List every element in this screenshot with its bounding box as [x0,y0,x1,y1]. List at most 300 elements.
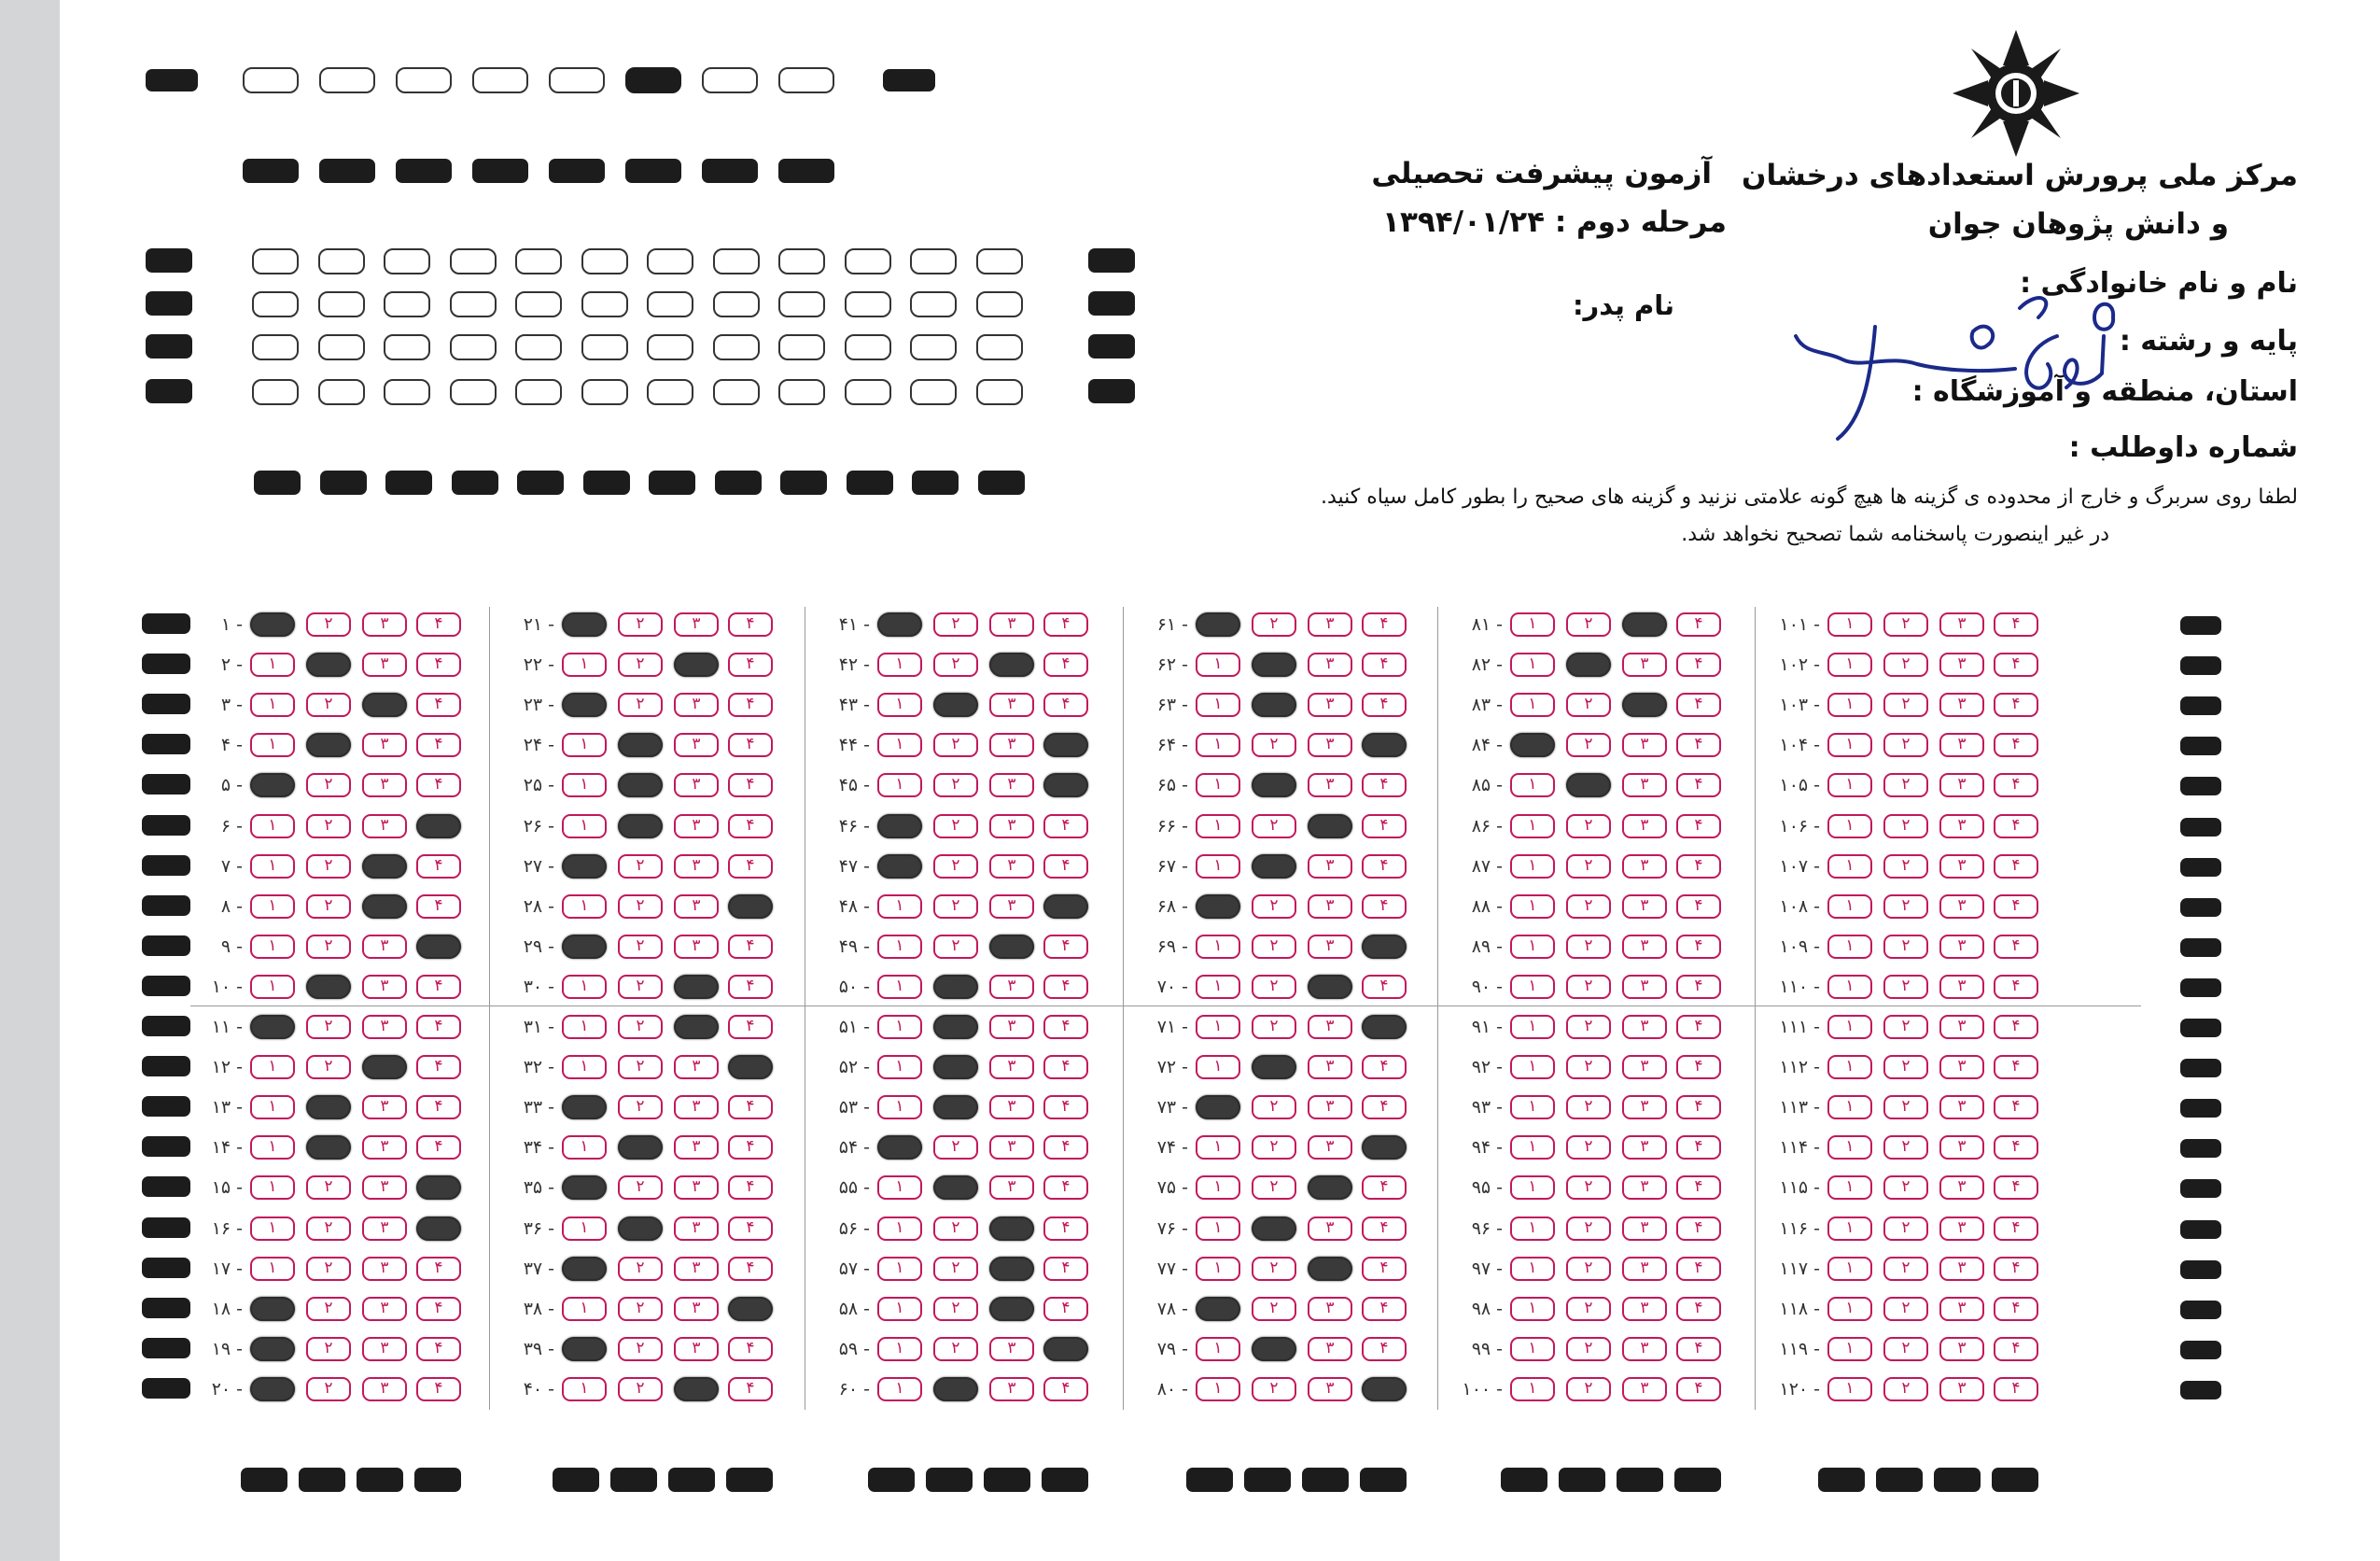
option-bubble-3[interactable]: ۳ [362,733,407,757]
option-bubble-1[interactable]: ۱ [562,1297,607,1321]
option-bubble-2[interactable]: ۲ [933,1015,978,1039]
id-box[interactable] [318,291,365,317]
option-bubble-3[interactable]: ۳ [1939,935,1984,959]
option-bubble-4[interactable]: ۴ [728,854,773,879]
option-bubble-1[interactable]: ۱ [1827,1175,1872,1200]
option-bubble-4[interactable]: ۴ [728,1337,773,1361]
option-bubble-4[interactable]: ۴ [1043,1377,1088,1401]
option-bubble-4[interactable]: ۴ [416,814,461,838]
option-bubble-1[interactable]: ۱ [1196,1055,1240,1079]
option-bubble-4[interactable]: ۴ [1994,1015,2038,1039]
option-bubble-1[interactable]: ۱ [1827,1216,1872,1241]
option-bubble-1[interactable]: ۱ [1510,1175,1555,1200]
option-bubble-1[interactable]: ۱ [250,653,295,677]
id-box[interactable] [581,379,628,405]
option-bubble-2[interactable]: ۲ [618,773,663,797]
option-bubble-4[interactable]: ۴ [1994,1095,2038,1119]
option-bubble-4[interactable]: ۴ [1994,693,2038,717]
option-bubble-3[interactable]: ۳ [1308,773,1352,797]
option-bubble-2[interactable]: ۲ [933,1257,978,1281]
option-bubble-1[interactable]: ۱ [1827,1055,1872,1079]
option-bubble-3[interactable]: ۳ [674,1135,719,1160]
option-bubble-1[interactable]: ۱ [1510,653,1555,677]
option-bubble-2[interactable]: ۲ [1566,653,1611,677]
id-box[interactable] [713,379,760,405]
option-bubble-3[interactable]: ۳ [674,733,719,757]
option-bubble-4[interactable]: ۴ [728,1377,773,1401]
option-bubble-3[interactable]: ۳ [1622,653,1667,677]
option-bubble-4[interactable]: ۴ [728,653,773,677]
option-bubble-2[interactable]: ۲ [933,1055,978,1079]
option-bubble-1[interactable]: ۱ [877,1377,922,1401]
option-bubble-4[interactable]: ۴ [1362,894,1407,919]
option-bubble-1[interactable]: ۱ [1827,1297,1872,1321]
option-bubble-2[interactable]: ۲ [1252,1257,1296,1281]
option-bubble-2[interactable]: ۲ [1252,1297,1296,1321]
option-bubble-2[interactable]: ۲ [933,733,978,757]
id-box[interactable] [713,291,760,317]
option-bubble-3[interactable]: ۳ [1939,1377,1984,1401]
option-bubble-1[interactable]: ۱ [1827,1377,1872,1401]
option-bubble-2[interactable]: ۲ [933,935,978,959]
option-bubble-1[interactable]: ۱ [250,894,295,919]
option-bubble-1[interactable]: ۱ [562,1135,607,1160]
option-bubble-1[interactable]: ۱ [1827,653,1872,677]
option-bubble-4[interactable]: ۴ [416,1337,461,1361]
option-bubble-4[interactable]: ۴ [1676,1055,1721,1079]
option-bubble-4[interactable]: ۴ [1362,935,1407,959]
option-bubble-4[interactable]: ۴ [1676,653,1721,677]
id-box[interactable] [910,248,957,274]
option-bubble-4[interactable]: ۴ [1362,693,1407,717]
option-bubble-2[interactable]: ۲ [1566,1337,1611,1361]
option-bubble-1[interactable]: ۱ [562,975,607,999]
option-bubble-4[interactable]: ۴ [728,975,773,999]
option-bubble-1[interactable]: ۱ [1827,975,1872,999]
option-bubble-2[interactable]: ۲ [306,1216,351,1241]
option-bubble-1[interactable]: ۱ [1510,854,1555,879]
option-bubble-4[interactable]: ۴ [1362,653,1407,677]
option-bubble-4[interactable]: ۴ [1043,1216,1088,1241]
option-bubble-2[interactable]: ۲ [933,1095,978,1119]
option-bubble-3[interactable]: ۳ [674,1337,719,1361]
option-bubble-4[interactable]: ۴ [1676,1297,1721,1321]
option-bubble-2[interactable]: ۲ [618,612,663,637]
option-bubble-2[interactable]: ۲ [933,975,978,999]
option-bubble-2[interactable]: ۲ [618,1015,663,1039]
option-bubble-2[interactable]: ۲ [1252,693,1296,717]
option-bubble-4[interactable]: ۴ [1994,612,2038,637]
option-bubble-4[interactable]: ۴ [1994,1216,2038,1241]
id-box[interactable] [976,291,1023,317]
option-bubble-1[interactable]: ۱ [1510,1055,1555,1079]
option-bubble-1[interactable]: ۱ [1510,894,1555,919]
option-bubble-3[interactable]: ۳ [674,1055,719,1079]
id-box[interactable] [450,379,497,405]
option-bubble-3[interactable]: ۳ [1308,975,1352,999]
option-bubble-1[interactable]: ۱ [1510,773,1555,797]
option-bubble-3[interactable]: ۳ [1622,612,1667,637]
id-box[interactable] [647,291,693,317]
option-bubble-2[interactable]: ۲ [933,1297,978,1321]
option-bubble-3[interactable]: ۳ [989,612,1034,637]
option-bubble-2[interactable]: ۲ [306,975,351,999]
id-box[interactable] [713,248,760,274]
id-box[interactable] [515,248,562,274]
id-box[interactable] [647,379,693,405]
option-bubble-3[interactable]: ۳ [362,1297,407,1321]
option-bubble-3[interactable]: ۳ [1308,1095,1352,1119]
option-bubble-4[interactable]: ۴ [1362,733,1407,757]
option-bubble-1[interactable]: ۱ [1196,1175,1240,1200]
option-bubble-1[interactable]: ۱ [877,894,922,919]
option-bubble-2[interactable]: ۲ [618,854,663,879]
option-bubble-2[interactable]: ۲ [933,773,978,797]
option-bubble-1[interactable]: ۱ [1510,733,1555,757]
option-bubble-2[interactable]: ۲ [618,935,663,959]
option-bubble-2[interactable]: ۲ [618,693,663,717]
option-bubble-3[interactable]: ۳ [1622,1216,1667,1241]
option-bubble-1[interactable]: ۱ [877,935,922,959]
option-bubble-2[interactable]: ۲ [306,814,351,838]
option-bubble-2[interactable]: ۲ [1883,1377,1928,1401]
option-bubble-2[interactable]: ۲ [1252,1337,1296,1361]
option-bubble-4[interactable]: ۴ [728,1175,773,1200]
option-bubble-1[interactable]: ۱ [1827,894,1872,919]
option-bubble-4[interactable]: ۴ [728,894,773,919]
option-bubble-1[interactable]: ۱ [1827,773,1872,797]
option-bubble-4[interactable]: ۴ [1362,814,1407,838]
option-bubble-4[interactable]: ۴ [1676,1337,1721,1361]
option-bubble-1[interactable]: ۱ [1827,1337,1872,1361]
option-bubble-4[interactable]: ۴ [1043,1015,1088,1039]
id-box[interactable] [581,291,628,317]
option-bubble-3[interactable]: ۳ [989,1297,1034,1321]
option-bubble-1[interactable]: ۱ [562,935,607,959]
option-bubble-2[interactable]: ۲ [1566,1297,1611,1321]
option-bubble-3[interactable]: ۳ [362,1095,407,1119]
option-bubble-2[interactable]: ۲ [1883,653,1928,677]
option-bubble-1[interactable]: ۱ [562,1337,607,1361]
option-bubble-4[interactable]: ۴ [728,1055,773,1079]
option-bubble-1[interactable]: ۱ [1196,1015,1240,1039]
option-bubble-4[interactable]: ۴ [1676,773,1721,797]
option-bubble-1[interactable]: ۱ [1827,1095,1872,1119]
option-bubble-2[interactable]: ۲ [1566,814,1611,838]
option-bubble-2[interactable]: ۲ [618,1337,663,1361]
option-bubble-4[interactable]: ۴ [416,1015,461,1039]
option-bubble-4[interactable]: ۴ [1994,975,2038,999]
option-bubble-2[interactable]: ۲ [1252,1135,1296,1160]
option-bubble-2[interactable]: ۲ [618,733,663,757]
option-bubble-2[interactable]: ۲ [306,1175,351,1200]
option-bubble-4[interactable]: ۴ [1362,1175,1407,1200]
option-bubble-3[interactable]: ۳ [1622,1175,1667,1200]
option-bubble-2[interactable]: ۲ [618,894,663,919]
option-bubble-3[interactable]: ۳ [674,1297,719,1321]
option-bubble-4[interactable]: ۴ [1043,733,1088,757]
id-box[interactable] [778,379,825,405]
option-bubble-1[interactable]: ۱ [562,612,607,637]
option-bubble-3[interactable]: ۳ [1939,1297,1984,1321]
option-bubble-4[interactable]: ۴ [416,1216,461,1241]
id-mark-filled[interactable] [625,67,681,93]
option-bubble-3[interactable]: ۳ [362,773,407,797]
option-bubble-1[interactable]: ۱ [250,733,295,757]
option-bubble-4[interactable]: ۴ [728,1015,773,1039]
option-bubble-2[interactable]: ۲ [306,1257,351,1281]
option-bubble-1[interactable]: ۱ [250,935,295,959]
option-bubble-3[interactable]: ۳ [674,1216,719,1241]
option-bubble-2[interactable]: ۲ [1566,854,1611,879]
option-bubble-1[interactable]: ۱ [562,773,607,797]
option-bubble-1[interactable]: ۱ [1196,854,1240,879]
option-bubble-2[interactable]: ۲ [1883,1216,1928,1241]
option-bubble-1[interactable]: ۱ [1510,1095,1555,1119]
option-bubble-2[interactable]: ۲ [1566,1095,1611,1119]
option-bubble-4[interactable]: ۴ [1676,1135,1721,1160]
option-bubble-2[interactable]: ۲ [933,1175,978,1200]
option-bubble-2[interactable]: ۲ [1883,1297,1928,1321]
option-bubble-3[interactable]: ۳ [1622,1135,1667,1160]
option-bubble-2[interactable]: ۲ [1252,814,1296,838]
option-bubble-2[interactable]: ۲ [1566,1175,1611,1200]
option-bubble-2[interactable]: ۲ [1566,693,1611,717]
option-bubble-1[interactable]: ۱ [877,1095,922,1119]
id-box[interactable] [252,379,299,405]
option-bubble-3[interactable]: ۳ [1939,894,1984,919]
option-bubble-4[interactable]: ۴ [1043,935,1088,959]
option-bubble-3[interactable]: ۳ [1622,1297,1667,1321]
option-bubble-4[interactable]: ۴ [1043,1135,1088,1160]
option-bubble-3[interactable]: ۳ [1939,814,1984,838]
option-bubble-4[interactable]: ۴ [1043,1257,1088,1281]
option-bubble-2[interactable]: ۲ [306,653,351,677]
option-bubble-1[interactable]: ۱ [250,1135,295,1160]
id-box[interactable] [910,334,957,360]
option-bubble-4[interactable]: ۴ [1994,1257,2038,1281]
option-bubble-3[interactable]: ۳ [1622,1055,1667,1079]
option-bubble-4[interactable]: ۴ [1043,854,1088,879]
option-bubble-1[interactable]: ۱ [1510,1297,1555,1321]
option-bubble-2[interactable]: ۲ [1252,894,1296,919]
option-bubble-4[interactable]: ۴ [1994,773,2038,797]
option-bubble-4[interactable]: ۴ [1043,612,1088,637]
option-bubble-1[interactable]: ۱ [1196,1135,1240,1160]
id-box[interactable] [384,379,430,405]
option-bubble-3[interactable]: ۳ [362,1055,407,1079]
option-bubble-4[interactable]: ۴ [416,1175,461,1200]
option-bubble-4[interactable]: ۴ [416,935,461,959]
option-bubble-1[interactable]: ۱ [250,1216,295,1241]
option-bubble-3[interactable]: ۳ [1939,773,1984,797]
option-bubble-3[interactable]: ۳ [1939,975,1984,999]
option-bubble-3[interactable]: ۳ [362,1257,407,1281]
option-bubble-3[interactable]: ۳ [362,854,407,879]
id-box[interactable] [549,67,605,93]
id-box[interactable] [845,248,891,274]
option-bubble-1[interactable]: ۱ [877,693,922,717]
option-bubble-4[interactable]: ۴ [1676,1015,1721,1039]
option-bubble-4[interactable]: ۴ [1043,894,1088,919]
id-box[interactable] [318,334,365,360]
option-bubble-3[interactable]: ۳ [1308,733,1352,757]
option-bubble-1[interactable]: ۱ [877,733,922,757]
option-bubble-1[interactable]: ۱ [877,975,922,999]
id-box[interactable] [243,67,299,93]
option-bubble-3[interactable]: ۳ [674,1377,719,1401]
option-bubble-1[interactable]: ۱ [1827,1135,1872,1160]
option-bubble-3[interactable]: ۳ [1622,894,1667,919]
option-bubble-3[interactable]: ۳ [989,1095,1034,1119]
option-bubble-2[interactable]: ۲ [933,612,978,637]
option-bubble-3[interactable]: ۳ [362,935,407,959]
option-bubble-4[interactable]: ۴ [1362,1095,1407,1119]
option-bubble-1[interactable]: ۱ [250,1337,295,1361]
option-bubble-4[interactable]: ۴ [728,1257,773,1281]
option-bubble-3[interactable]: ۳ [1308,1015,1352,1039]
option-bubble-3[interactable]: ۳ [989,693,1034,717]
option-bubble-4[interactable]: ۴ [1676,733,1721,757]
option-bubble-4[interactable]: ۴ [728,814,773,838]
option-bubble-4[interactable]: ۴ [1362,612,1407,637]
option-bubble-4[interactable]: ۴ [416,975,461,999]
option-bubble-2[interactable]: ۲ [1252,975,1296,999]
option-bubble-3[interactable]: ۳ [1622,1337,1667,1361]
option-bubble-1[interactable]: ۱ [1827,854,1872,879]
option-bubble-4[interactable]: ۴ [416,1257,461,1281]
option-bubble-3[interactable]: ۳ [362,1337,407,1361]
option-bubble-4[interactable]: ۴ [1043,1055,1088,1079]
option-bubble-4[interactable]: ۴ [1043,1175,1088,1200]
option-bubble-2[interactable]: ۲ [1566,773,1611,797]
option-bubble-4[interactable]: ۴ [416,894,461,919]
option-bubble-3[interactable]: ۳ [362,693,407,717]
option-bubble-4[interactable]: ۴ [1362,773,1407,797]
option-bubble-3[interactable]: ۳ [1622,1015,1667,1039]
option-bubble-1[interactable]: ۱ [1196,1095,1240,1119]
option-bubble-1[interactable]: ۱ [562,1095,607,1119]
option-bubble-2[interactable]: ۲ [1252,773,1296,797]
id-box[interactable] [647,334,693,360]
option-bubble-4[interactable]: ۴ [1994,733,2038,757]
option-bubble-3[interactable]: ۳ [1622,1095,1667,1119]
id-box[interactable] [778,67,834,93]
option-bubble-1[interactable]: ۱ [1196,1216,1240,1241]
option-bubble-3[interactable]: ۳ [362,1135,407,1160]
option-bubble-4[interactable]: ۴ [1994,1297,2038,1321]
option-bubble-1[interactable]: ۱ [1196,733,1240,757]
option-bubble-1[interactable]: ۱ [562,1257,607,1281]
id-box[interactable] [472,67,528,93]
option-bubble-1[interactable]: ۱ [1510,935,1555,959]
option-bubble-1[interactable]: ۱ [250,1055,295,1079]
id-box[interactable] [976,248,1023,274]
option-bubble-1[interactable]: ۱ [1510,693,1555,717]
option-bubble-2[interactable]: ۲ [306,1135,351,1160]
option-bubble-1[interactable]: ۱ [562,1216,607,1241]
id-box[interactable] [384,334,430,360]
option-bubble-2[interactable]: ۲ [618,1216,663,1241]
option-bubble-3[interactable]: ۳ [989,814,1034,838]
option-bubble-3[interactable]: ۳ [1308,1055,1352,1079]
option-bubble-3[interactable]: ۳ [1308,814,1352,838]
option-bubble-4[interactable]: ۴ [416,773,461,797]
option-bubble-2[interactable]: ۲ [1883,1175,1928,1200]
option-bubble-2[interactable]: ۲ [1252,612,1296,637]
option-bubble-2[interactable]: ۲ [1252,1015,1296,1039]
option-bubble-3[interactable]: ۳ [1308,935,1352,959]
option-bubble-1[interactable]: ۱ [1196,1257,1240,1281]
option-bubble-4[interactable]: ۴ [1676,935,1721,959]
option-bubble-2[interactable]: ۲ [1566,894,1611,919]
option-bubble-3[interactable]: ۳ [989,1257,1034,1281]
option-bubble-4[interactable]: ۴ [1994,1055,2038,1079]
option-bubble-3[interactable]: ۳ [1308,1216,1352,1241]
option-bubble-1[interactable]: ۱ [562,1175,607,1200]
option-bubble-1[interactable]: ۱ [877,1175,922,1200]
option-bubble-1[interactable]: ۱ [877,612,922,637]
option-bubble-2[interactable]: ۲ [1252,1175,1296,1200]
option-bubble-4[interactable]: ۴ [1362,1337,1407,1361]
option-bubble-4[interactable]: ۴ [1362,1135,1407,1160]
option-bubble-2[interactable]: ۲ [933,1377,978,1401]
option-bubble-2[interactable]: ۲ [306,693,351,717]
option-bubble-1[interactable]: ۱ [877,653,922,677]
option-bubble-3[interactable]: ۳ [1308,854,1352,879]
option-bubble-3[interactable]: ۳ [989,1135,1034,1160]
option-bubble-2[interactable]: ۲ [933,814,978,838]
option-bubble-2[interactable]: ۲ [1566,1015,1611,1039]
option-bubble-4[interactable]: ۴ [1362,854,1407,879]
option-bubble-2[interactable]: ۲ [618,814,663,838]
option-bubble-2[interactable]: ۲ [306,935,351,959]
option-bubble-1[interactable]: ۱ [1510,1377,1555,1401]
option-bubble-3[interactable]: ۳ [989,854,1034,879]
option-bubble-2[interactable]: ۲ [1566,1135,1611,1160]
option-bubble-4[interactable]: ۴ [1362,1216,1407,1241]
option-bubble-4[interactable]: ۴ [1676,894,1721,919]
option-bubble-4[interactable]: ۴ [728,733,773,757]
option-bubble-2[interactable]: ۲ [1883,733,1928,757]
option-bubble-3[interactable]: ۳ [989,935,1034,959]
option-bubble-1[interactable]: ۱ [250,1297,295,1321]
option-bubble-4[interactable]: ۴ [1362,1377,1407,1401]
option-bubble-4[interactable]: ۴ [1994,1175,2038,1200]
option-bubble-2[interactable]: ۲ [306,612,351,637]
option-bubble-4[interactable]: ۴ [1043,1297,1088,1321]
option-bubble-1[interactable]: ۱ [1196,1377,1240,1401]
option-bubble-2[interactable]: ۲ [306,773,351,797]
option-bubble-1[interactable]: ۱ [877,1015,922,1039]
option-bubble-2[interactable]: ۲ [1883,693,1928,717]
option-bubble-3[interactable]: ۳ [1939,1015,1984,1039]
option-bubble-1[interactable]: ۱ [562,653,607,677]
option-bubble-3[interactable]: ۳ [362,894,407,919]
option-bubble-1[interactable]: ۱ [1196,773,1240,797]
option-bubble-2[interactable]: ۲ [306,1297,351,1321]
option-bubble-3[interactable]: ۳ [1622,693,1667,717]
option-bubble-3[interactable]: ۳ [362,653,407,677]
option-bubble-1[interactable]: ۱ [1510,1216,1555,1241]
option-bubble-4[interactable]: ۴ [1676,814,1721,838]
option-bubble-3[interactable]: ۳ [1622,935,1667,959]
option-bubble-1[interactable]: ۱ [877,854,922,879]
option-bubble-3[interactable]: ۳ [1622,1377,1667,1401]
option-bubble-1[interactable]: ۱ [1827,935,1872,959]
option-bubble-4[interactable]: ۴ [728,1135,773,1160]
option-bubble-1[interactable]: ۱ [1510,1257,1555,1281]
